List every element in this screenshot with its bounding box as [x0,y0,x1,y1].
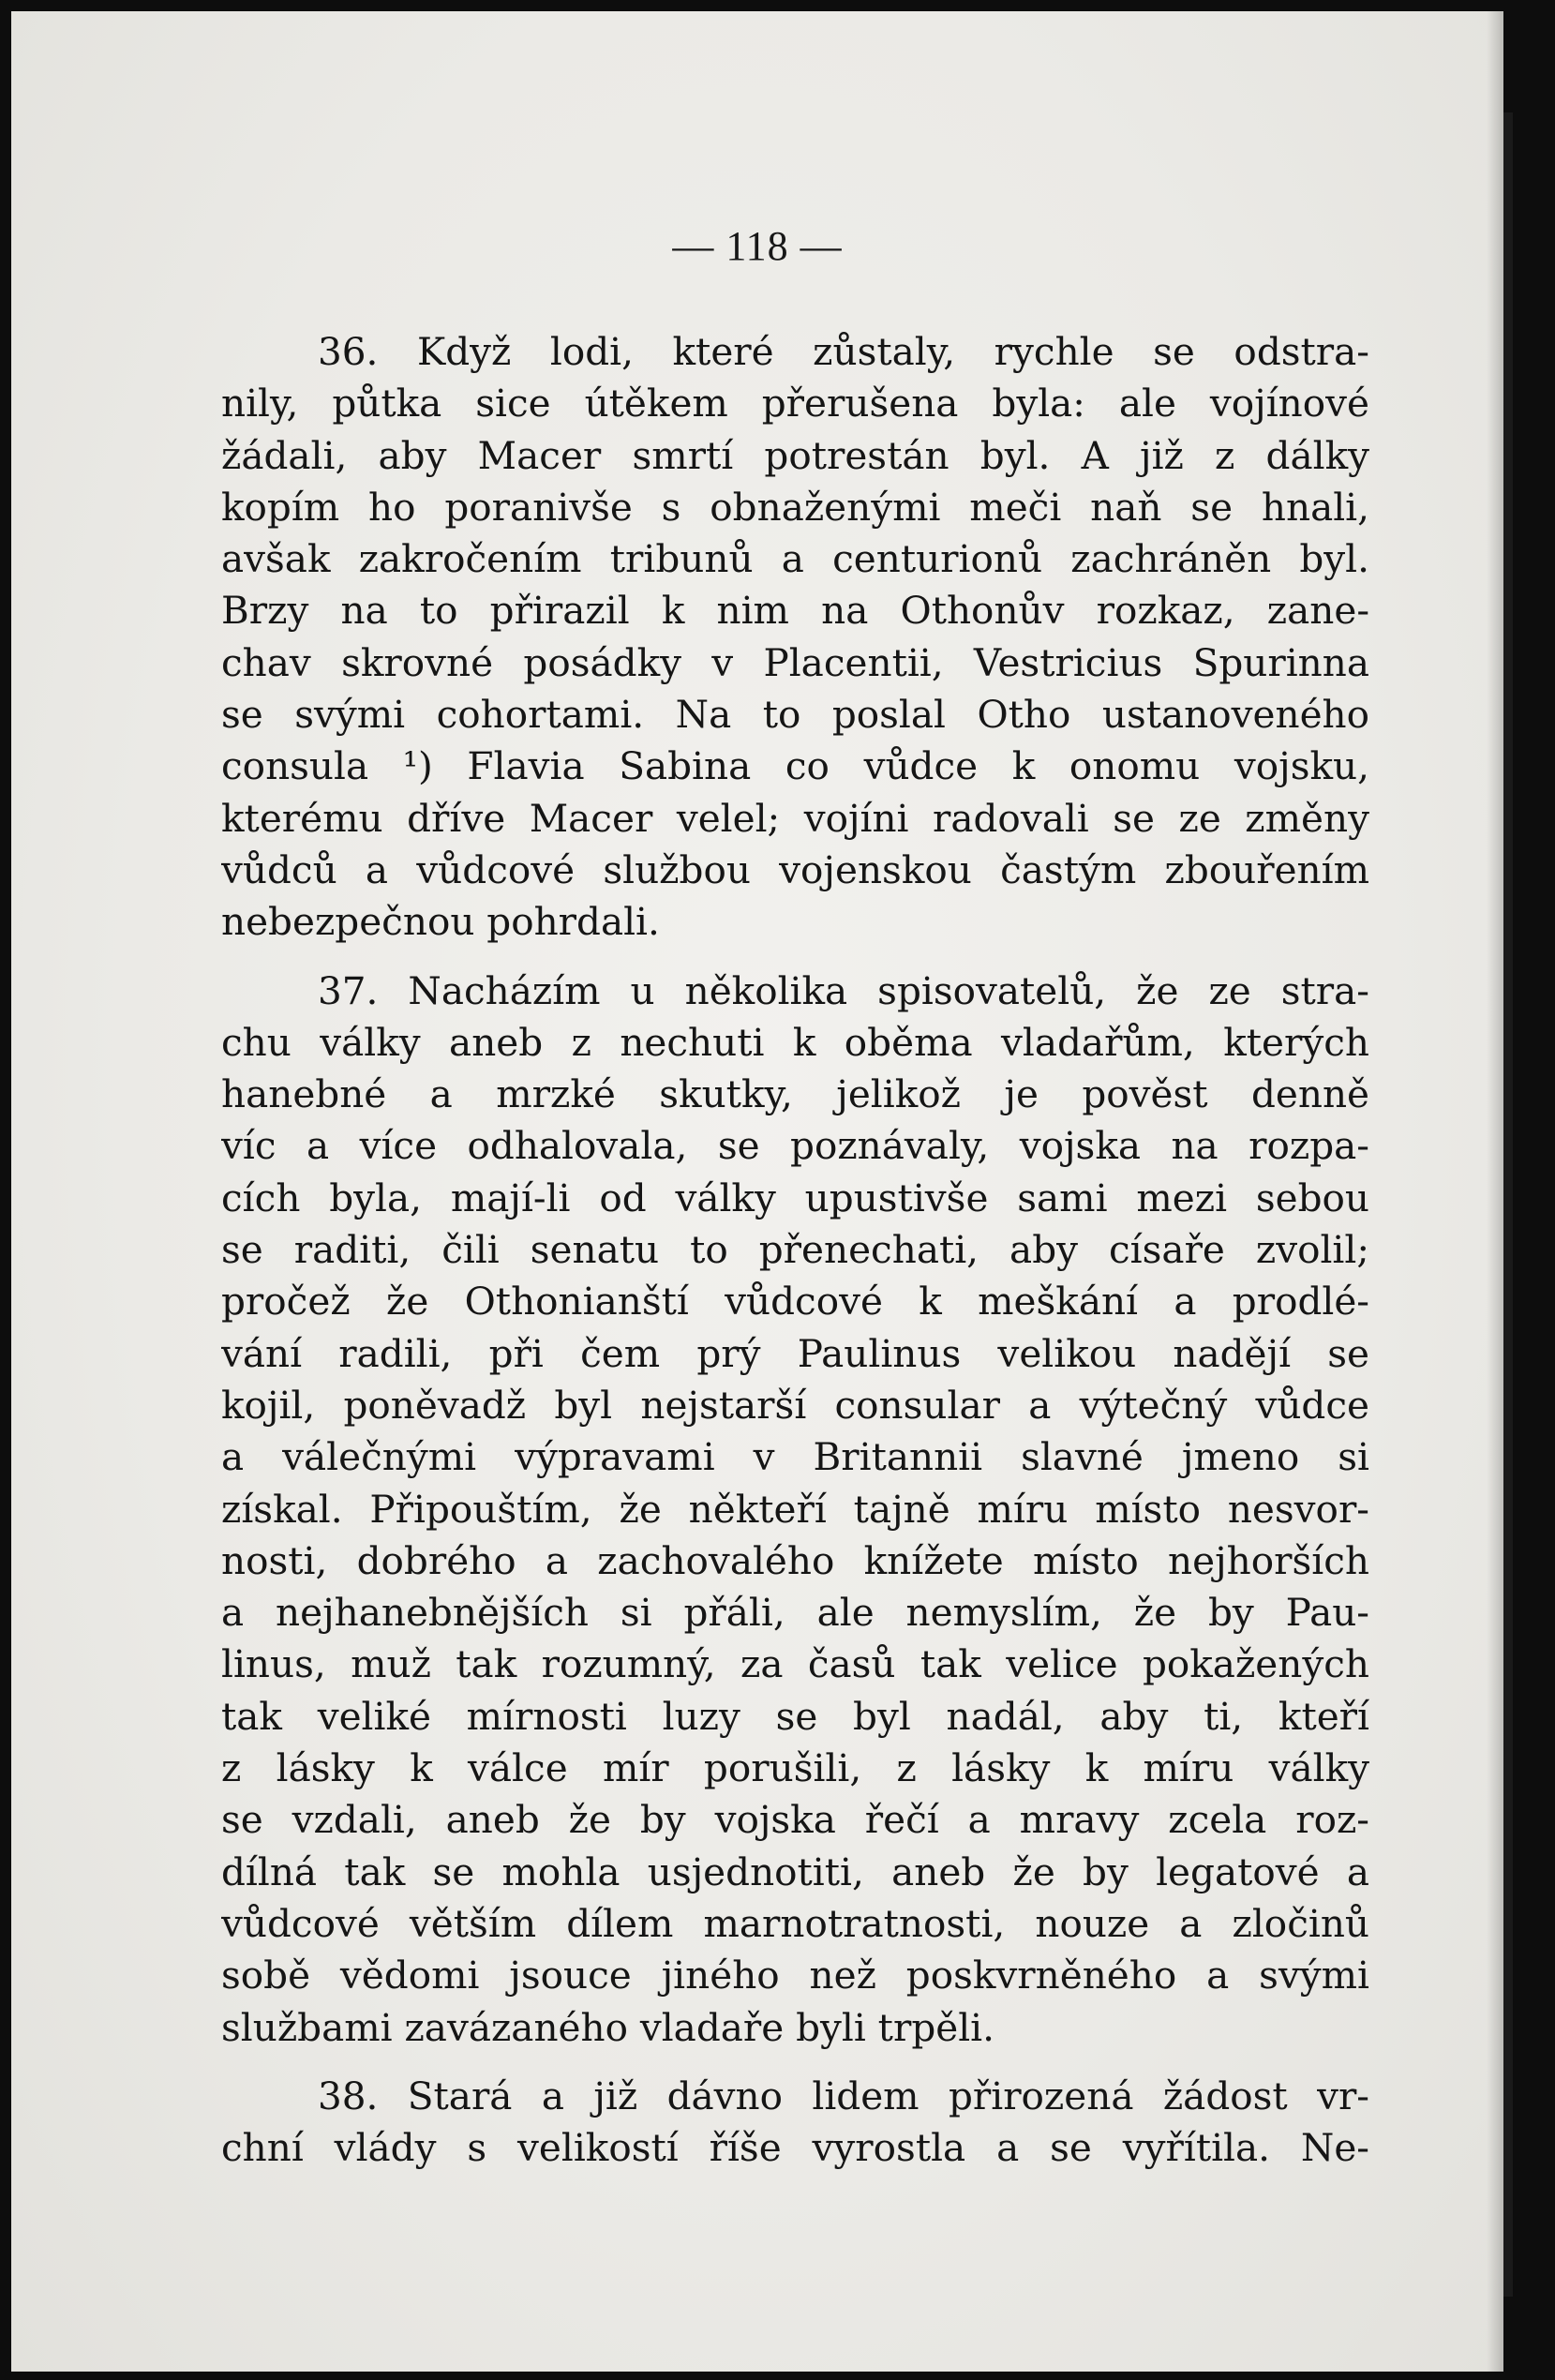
page-number: — 118 — [672,223,843,269]
text-line: chní vlády s velikostí říše vyrostla a se vyřítila. Ne- [221,2125,1369,2171]
text-line: sobě vědomi jsouce jiného než poskvrněného a svými [221,1953,1369,1998]
text-line: chav skrovné posádky v Placentii, Vestricius Spurinna [221,639,1369,685]
text-line: žádali, aby Macer smrtí potrestán byl. A již z dálky [221,432,1369,478]
text-line: víc a více odhalovala, se poznávaly, vojska na rozpa- [221,1123,1369,1169]
text-line: cích byla, mají-li od války upustivše sami mezi sebou [221,1175,1369,1220]
text-line: získal. Připouštím, že někteří tajně míru místo nesvor- [221,1486,1369,1532]
text-line: avšak zakročením tribunů a centurionů zachráněn byl. [221,536,1369,582]
text-line: kojil, poněvadž byl nejstarší consular a výtečný vůdce [221,1382,1369,1428]
text-line: consula ¹) Flavia Sabina co vůdce k onomu vojsku, [221,743,1369,789]
text-line: tak veliké mírnosti luzy se byl nadál, aby ti, kteří [221,1693,1369,1739]
text-line: službami zavázaného vladaře byli trpěli. [221,2004,994,2050]
body-text [221,326,1369,2174]
text-line: kopím ho poranivše s obnaženými meči naň se hnali, [221,484,1369,530]
text-line: pročež že Othonianští vůdcové k meškání a prodlé- [221,1279,1369,1325]
text-line: Brzy na to přirazil k nim na Othonův rozkaz, zane- [221,588,1369,634]
text-line: kterému dříve Macer velel; vojíni radovali se ze změny [221,795,1369,841]
text-line: z lásky k válce mír porušili, z lásky k míru války [221,1745,1369,1791]
text-line: a nejhanebnějších si přáli, ale nemyslím, že by Pau- [221,1590,1369,1636]
paragraph-36 [221,326,1369,949]
text-line: 38. Stará a již dávno lidem přirozená žádost vr- [318,2073,1369,2118]
text-line: linus, muž tak rozumný, za časů tak velice pokažených [221,1641,1369,1687]
text-line: hanebné a mrzké skutky, jelikož je pověst denně [221,1071,1369,1117]
page-edge-shadow [1487,11,1503,2372]
text-line: vůdcové větším dílem marnotratnosti, nouze a zločinů [221,1900,1369,1946]
text-line: a válečnými výpravami v Britannii slavné jmeno si [221,1434,1369,1480]
text-line: vání radili, při čem prý Paulinus velikou nadějí se [221,1330,1369,1376]
text-line: dílná tak se mohla usjednotiti, aneb že by legatové a [221,1849,1369,1894]
paragraph-37 [221,965,1369,2054]
text-line: 37. Nacházím u několika spisovatelů, že ze stra- [318,967,1369,1013]
adjacent-page-edge [1503,112,1513,2297]
text-line: chu války aneb z nechuti k oběma vladařům, kterých [221,1019,1369,1065]
text-line: nebezpečnou pohrdali. [221,899,660,945]
paragraph-38 [221,2071,1369,2175]
text-line: vůdců a vůdcové službou vojenskou častým zbouřením [221,846,1369,892]
text-line: se vzdali, aneb že by vojska řečí a mravy zcela roz- [221,1797,1369,1843]
text-line: nily, půtka sice útěkem přerušena byla: ale vojínové [221,381,1369,427]
text-line: se raditi, čili senatu to přenechati, aby císaře zvolil; [221,1227,1369,1273]
text-line: 36. Když lodi, které zůstaly, rychle se odstra- [318,329,1369,374]
book-page [11,11,1503,2372]
text-line: nosti, dobrého a zachovalého knížete místo nejhorších [221,1537,1369,1583]
text-line: se svými cohortami. Na to poslal Otho ustanoveného [221,692,1369,738]
